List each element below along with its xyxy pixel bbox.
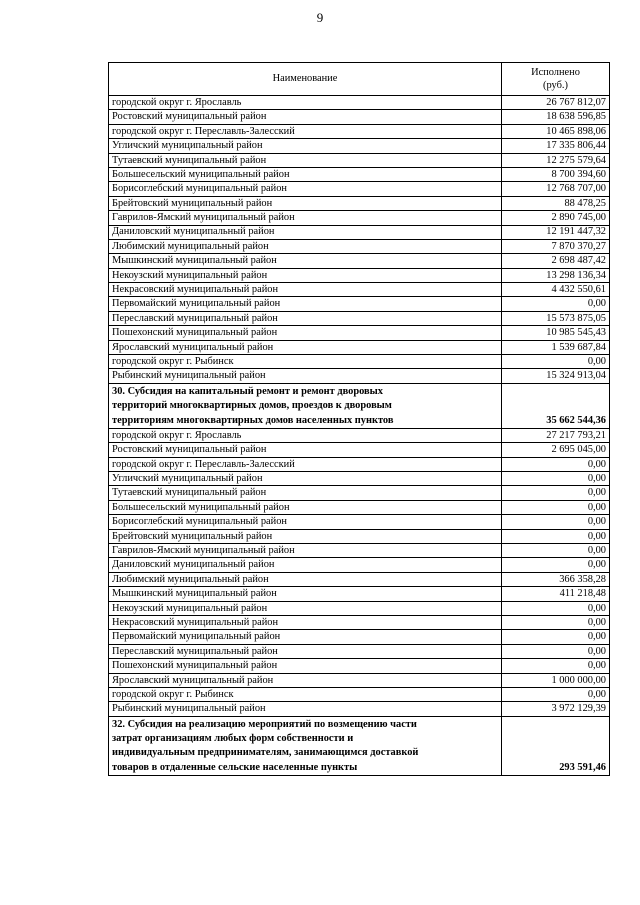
row-amount: 0,00 <box>502 515 610 529</box>
row-name: Первомайский муниципальный район <box>109 630 502 644</box>
row-name: Некрасовский муниципальный район <box>109 283 502 297</box>
row-name: городской округ г. Ярославль <box>109 96 502 110</box>
row-amount: 0,00 <box>502 558 610 572</box>
row-amount: 10 985 545,43 <box>502 326 610 340</box>
budget-execution-table <box>108 62 610 776</box>
row-amount: 1 539 687,84 <box>502 340 610 354</box>
table-row <box>109 687 610 701</box>
table-row <box>109 529 610 543</box>
row-name: Даниловский муниципальный район <box>109 558 502 572</box>
row-amount: 2 695 045,00 <box>502 443 610 457</box>
row-amount: 88 478,25 <box>502 196 610 210</box>
row-amount: 7 870 370,27 <box>502 239 610 253</box>
section-title <box>109 716 502 775</box>
row-amount: 1 000 000,00 <box>502 673 610 687</box>
table-row <box>109 369 610 383</box>
row-name: Гаврилов-Ямский муниципальный район <box>109 544 502 558</box>
row-amount: 13 298 136,34 <box>502 268 610 282</box>
table-row <box>109 110 610 124</box>
row-name: городской округ г. Ярославль <box>109 428 502 442</box>
row-name: Угличский муниципальный район <box>109 139 502 153</box>
section-title-line: территориям многоквартирных домов населенных пунктов <box>112 414 394 426</box>
table-row <box>109 630 610 644</box>
section-title <box>109 383 502 428</box>
column-header-amount <box>502 63 610 96</box>
row-amount: 0,00 <box>502 355 610 369</box>
row-amount: 0,00 <box>502 500 610 514</box>
row-amount: 4 432 550,61 <box>502 283 610 297</box>
row-amount: 0,00 <box>502 630 610 644</box>
section-title-line: 32. Субсидия на реализацию мероприятий по возмещению части <box>112 718 417 730</box>
row-amount: 12 768 707,00 <box>502 182 610 196</box>
row-name: Переславский муниципальный район <box>109 644 502 658</box>
table-row <box>109 572 610 586</box>
table-row <box>109 239 610 253</box>
row-name: Некоузский муниципальный район <box>109 268 502 282</box>
table-row <box>109 500 610 514</box>
row-name: Брейтовский муниципальный район <box>109 196 502 210</box>
row-name: Большесельский муниципальный район <box>109 167 502 181</box>
row-name: Большесельский муниципальный район <box>109 500 502 514</box>
row-name: Ярославский муниципальный район <box>109 673 502 687</box>
row-amount: 8 700 394,60 <box>502 167 610 181</box>
row-name: Любимский муниципальный район <box>109 572 502 586</box>
section-title-line: затрат организациям любых форм собственности и <box>112 733 354 745</box>
row-name: Первомайский муниципальный район <box>109 297 502 311</box>
section-title-line: индивидуальным предпринимателям, занимающимся доставкой <box>112 747 419 759</box>
row-name: Брейтовский муниципальный район <box>109 529 502 543</box>
table-row <box>109 659 610 673</box>
row-amount: 0,00 <box>502 486 610 500</box>
row-amount: 0,00 <box>502 601 610 615</box>
section-title-line: территорий многоквартирных домов, проездов к дворовым <box>112 400 392 412</box>
row-name: Тутаевский муниципальный район <box>109 486 502 500</box>
row-name: Пошехонский муниципальный район <box>109 326 502 340</box>
table-row <box>109 124 610 138</box>
row-amount: 0,00 <box>502 457 610 471</box>
row-name: городской округ г. Переславль-Залесский <box>109 124 502 138</box>
row-name: Рыбинский муниципальный район <box>109 369 502 383</box>
row-name: Ярославский муниципальный район <box>109 340 502 354</box>
row-name: Мышкинский муниципальный район <box>109 254 502 268</box>
row-amount: 35 662 544,36 <box>502 383 610 428</box>
row-amount: 15 324 913,04 <box>502 369 610 383</box>
row-amount: 0,00 <box>502 472 610 486</box>
table-row <box>109 355 610 369</box>
row-amount: 27 217 793,21 <box>502 428 610 442</box>
row-amount: 0,00 <box>502 644 610 658</box>
row-name: городской округ г. Рыбинск <box>109 687 502 701</box>
table-row <box>109 139 610 153</box>
table-row <box>109 283 610 297</box>
table-row <box>109 225 610 239</box>
row-name: Переславский муниципальный район <box>109 311 502 325</box>
table-row <box>109 558 610 572</box>
table-row <box>109 340 610 354</box>
row-amount: 0,00 <box>502 687 610 701</box>
table-row <box>109 544 610 558</box>
section-row <box>109 716 610 775</box>
table-header-row <box>109 63 610 96</box>
row-amount: 0,00 <box>502 529 610 543</box>
row-amount: 15 573 875,05 <box>502 311 610 325</box>
table-row <box>109 211 610 225</box>
section-title-line: 30. Субсидия на капитальный ремонт и ремонт дворовых <box>112 385 383 397</box>
row-amount: 366 358,28 <box>502 572 610 586</box>
row-name: Тутаевский муниципальный район <box>109 153 502 167</box>
row-amount: 18 638 596,85 <box>502 110 610 124</box>
table-row <box>109 443 610 457</box>
page-number: 9 <box>316 10 324 25</box>
table-row <box>109 167 610 181</box>
table-row <box>109 153 610 167</box>
row-amount: 17 335 806,44 <box>502 139 610 153</box>
row-amount: 12 275 579,64 <box>502 153 610 167</box>
row-amount: 0,00 <box>502 297 610 311</box>
row-name: Ростовский муниципальный район <box>109 443 502 457</box>
table-row <box>109 644 610 658</box>
row-amount: 293 591,46 <box>502 716 610 775</box>
column-header-amount-line1: Исполнено <box>531 67 580 78</box>
row-amount: 12 191 447,32 <box>502 225 610 239</box>
table-row <box>109 182 610 196</box>
row-name: Борисоглебский муниципальный район <box>109 515 502 529</box>
table-row <box>109 268 610 282</box>
row-amount: 0,00 <box>502 615 610 629</box>
table-row <box>109 326 610 340</box>
table-row <box>109 457 610 471</box>
table-row <box>109 587 610 601</box>
section-title-line: товаров в отдаленные сельские населенные пункты <box>112 761 358 773</box>
row-name: Рыбинский муниципальный район <box>109 702 502 716</box>
column-header-amount-line2: (руб.) <box>543 80 568 91</box>
table-row <box>109 673 610 687</box>
column-header-name: Наименование <box>109 63 502 96</box>
row-name: Пошехонский муниципальный район <box>109 659 502 673</box>
row-amount: 411 218,48 <box>502 587 610 601</box>
row-amount: 2 698 487,42 <box>502 254 610 268</box>
row-name: Любимский муниципальный район <box>109 239 502 253</box>
section-row <box>109 383 610 428</box>
row-name: городской округ г. Переславль-Залесский <box>109 457 502 471</box>
table-row <box>109 486 610 500</box>
row-amount: 3 972 129,39 <box>502 702 610 716</box>
table-row <box>109 601 610 615</box>
table-row <box>109 254 610 268</box>
row-amount: 26 767 812,07 <box>502 96 610 110</box>
row-name: Гаврилов-Ямский муниципальный район <box>109 211 502 225</box>
table-row <box>109 96 610 110</box>
row-amount: 0,00 <box>502 544 610 558</box>
row-name: Даниловский муниципальный район <box>109 225 502 239</box>
row-amount: 10 465 898,06 <box>502 124 610 138</box>
table-row <box>109 428 610 442</box>
row-name: Борисоглебский муниципальный район <box>109 182 502 196</box>
row-name: Мышкинский муниципальный район <box>109 587 502 601</box>
table-row <box>109 311 610 325</box>
row-amount: 0,00 <box>502 659 610 673</box>
row-name: Некоузский муниципальный район <box>109 601 502 615</box>
table-row <box>109 515 610 529</box>
row-name: городской округ г. Рыбинск <box>109 355 502 369</box>
table-row <box>109 297 610 311</box>
row-name: Ростовский муниципальный район <box>109 110 502 124</box>
table-row <box>109 196 610 210</box>
table-row <box>109 615 610 629</box>
row-name: Некрасовский муниципальный район <box>109 615 502 629</box>
table-row <box>109 702 610 716</box>
table-body <box>109 96 610 776</box>
table-row <box>109 472 610 486</box>
row-name: Угличский муниципальный район <box>109 472 502 486</box>
row-amount: 2 890 745,00 <box>502 211 610 225</box>
